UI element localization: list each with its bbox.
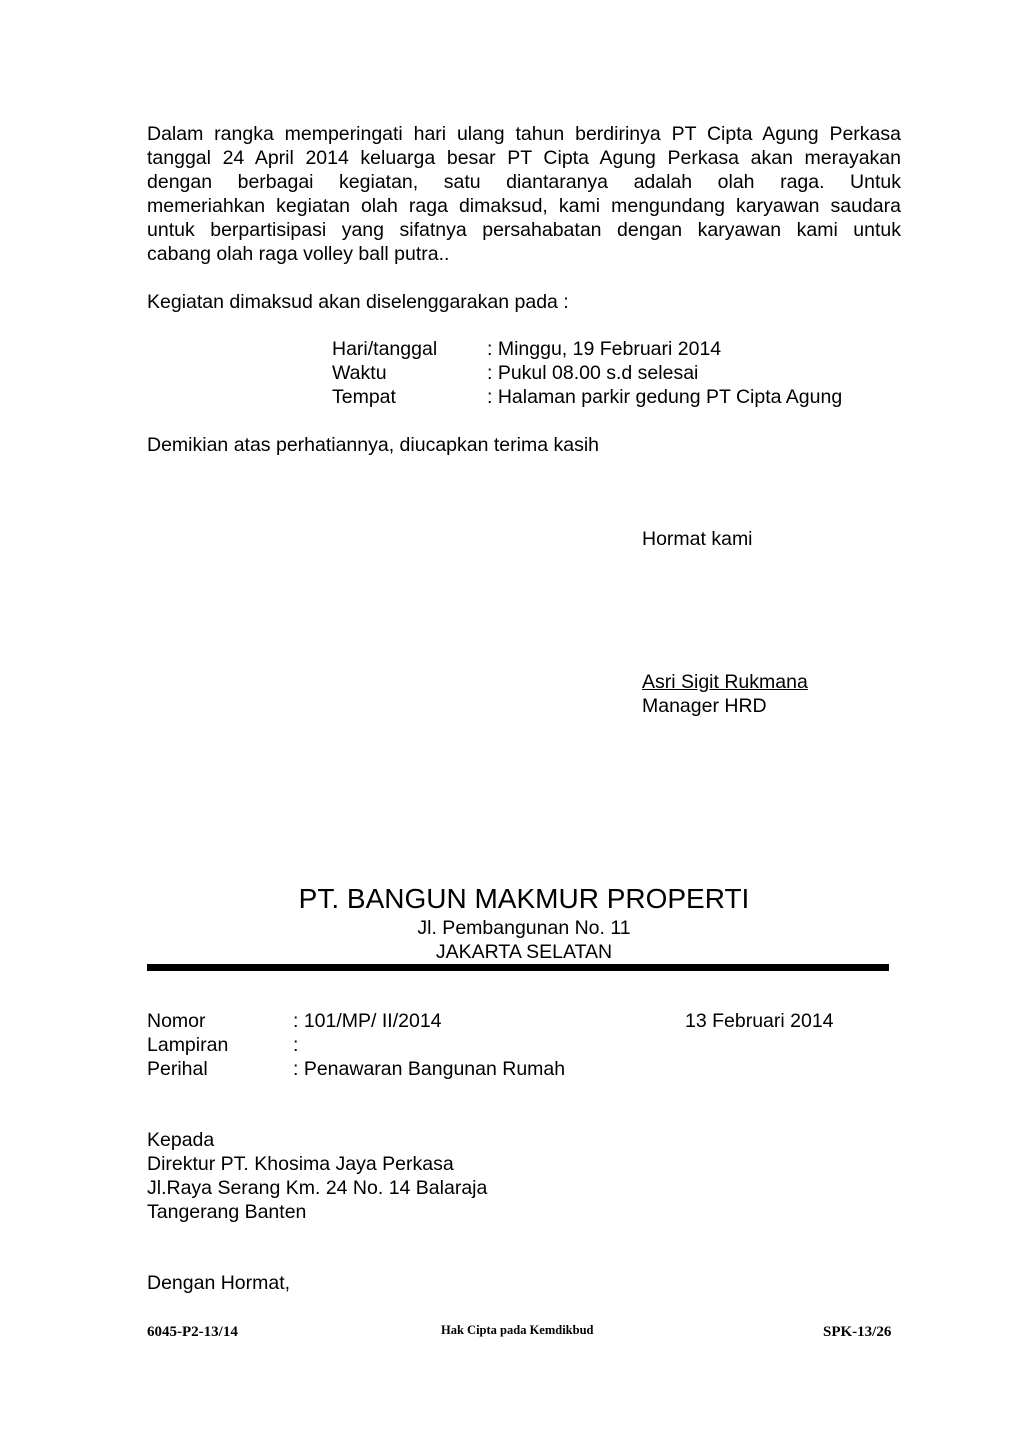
company-address: Jl. Pembangunan No. 11 <box>417 917 631 939</box>
letterhead <box>147 882 901 964</box>
detail-label: Tempat <box>332 386 396 408</box>
paragraph-line: cabang olah raga volley ball putra.. <box>147 243 450 265</box>
meta-label: Perihal <box>147 1058 208 1080</box>
detail-row-time <box>332 361 842 385</box>
footer-page-number: SPK-13/26 <box>823 1324 892 1340</box>
invitation-paragraph <box>147 122 901 266</box>
event-details <box>332 337 842 409</box>
meta-value: : 101/MP/ II/2014 <box>293 1010 442 1032</box>
recipient-line: Direktur PT. Khosima Jaya Perkasa <box>147 1153 454 1175</box>
meta-label: Lampiran <box>147 1034 229 1056</box>
meta-row-subject <box>147 1057 565 1081</box>
detail-label: Hari/tanggal <box>332 338 438 360</box>
company-name: PT. BANGUN MAKMUR PROPERTI <box>298 883 750 914</box>
paragraph-line: dengan berbagai kegiatan, satu diantaranya adalah olah raga. Untuk <box>147 171 901 193</box>
recipient-block <box>147 1128 487 1224</box>
paragraph-line: untuk berpartisipasi yang sifatnya persahabatan dengan karyawan kami untuk <box>147 219 901 241</box>
detail-label: Waktu <box>332 362 387 384</box>
paragraph-line: tanggal 24 April 2014 keluarga besar PT Cipta Agung Perkasa akan merayakan <box>147 147 901 169</box>
event-intro: Kegiatan dimaksud akan diselenggarakan pada : <box>147 291 569 313</box>
detail-value: : Pukul 08.00 s.d selesai <box>487 362 699 384</box>
detail-value: : Minggu, 19 Februari 2014 <box>487 338 722 360</box>
letter-meta <box>147 1009 565 1081</box>
detail-row-place <box>332 385 842 409</box>
greeting: Dengan Hormat, <box>147 1272 291 1294</box>
meta-row-number <box>147 1009 565 1033</box>
company-city: JAKARTA SELATAN <box>435 941 613 963</box>
recipient-line: Tangerang Banten <box>147 1201 307 1223</box>
meta-row-attachment <box>147 1033 565 1057</box>
footer-copyright: Hak Cipta pada Kemdikbud <box>441 1323 594 1337</box>
footer-code: 6045-P2-13/14 <box>147 1324 238 1340</box>
letter-date: 13 Februari 2014 <box>685 1010 834 1032</box>
salutation: Hormat kami <box>642 528 753 550</box>
signer-name: Asri Sigit Rukmana <box>642 671 808 693</box>
recipient-line: Kepada <box>147 1129 215 1151</box>
recipient-line: Jl.Raya Serang Km. 24 No. 14 Balaraja <box>147 1177 488 1199</box>
meta-label: Nomor <box>147 1010 206 1032</box>
paragraph-line: memeriahkan kegiatan olah raga dimaksud, kami mengundang karyawan saudara <box>147 195 901 217</box>
paragraph-line: Dalam rangka memperingati hari ulang tahun berdirinya PT Cipta Agung Perkasa <box>147 123 901 145</box>
meta-value: : <box>293 1034 299 1056</box>
closing-line: Demikian atas perhatiannya, diucapkan terima kasih <box>147 434 599 456</box>
letterhead-rule <box>147 964 889 971</box>
signer-title: Manager HRD <box>642 695 767 717</box>
detail-value: : Halaman parkir gedung PT Cipta Agung <box>487 386 843 408</box>
meta-value: : Penawaran Bangunan Rumah <box>293 1058 566 1080</box>
detail-row-date <box>332 337 842 361</box>
